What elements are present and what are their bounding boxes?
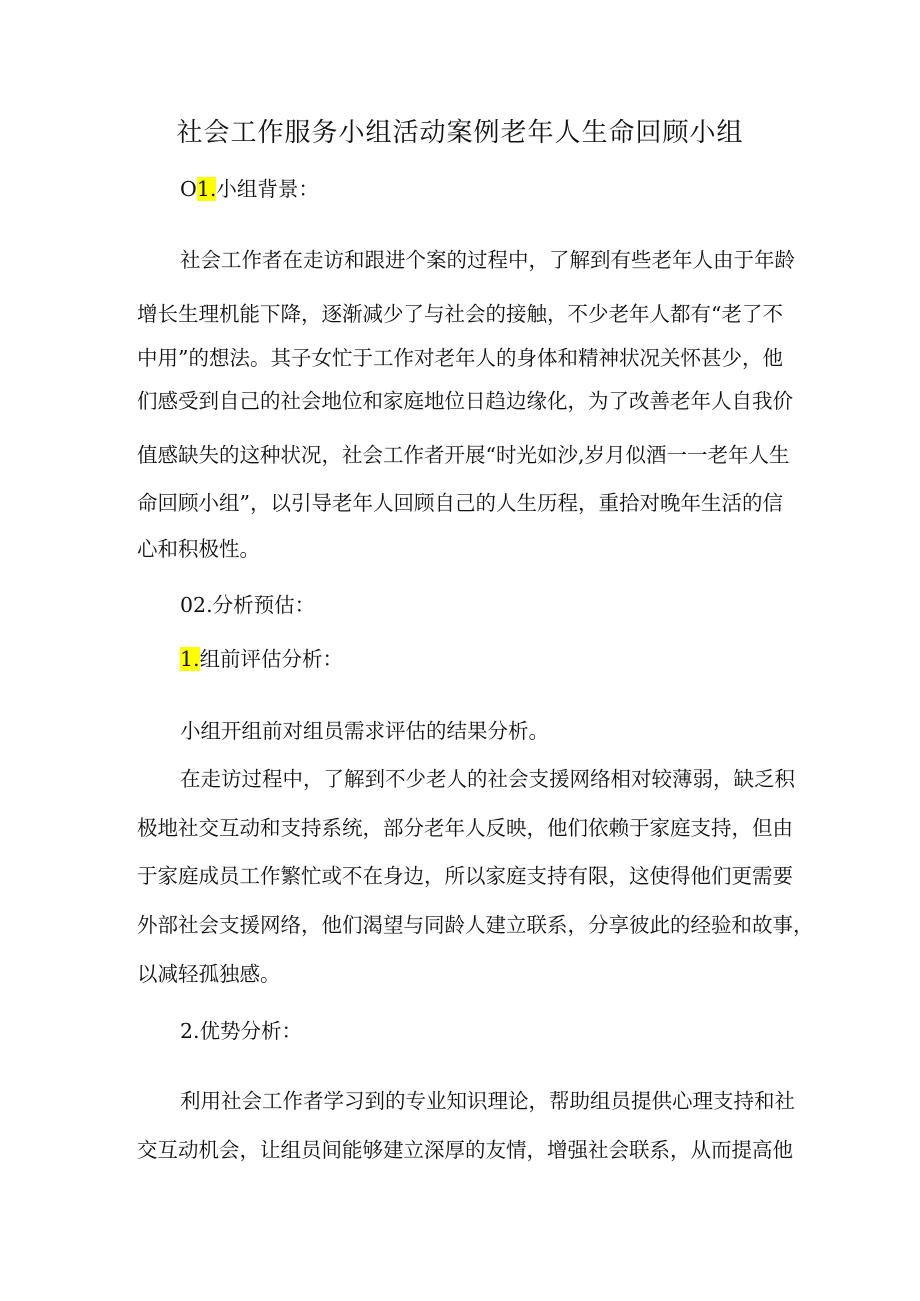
highlight-number: 1. <box>196 177 217 201</box>
heading-text: 组前评估分析： <box>199 647 344 671</box>
subsection-heading-strengths: 2.优势分析： <box>180 1019 303 1043</box>
page-title: 社会工作服务小组活动案例老年人生命回顾小组 <box>176 118 744 148</box>
paragraph-line: 中用”的想法。其子女忙于工作对老年人的身体和精神状况关怀甚少，他 <box>137 346 783 370</box>
paragraph-line: 交互动机会，让组员间能够建立深厚的友情，增强社会联系，从而提高他 <box>137 1138 793 1162</box>
paragraph-line: 于家庭成员工作繁忙或不在身边，所以家庭支持有限，这使得他们更需要 <box>137 864 793 888</box>
paragraph-line: 小组开组前对组员需求评估的结果分析。 <box>180 719 549 743</box>
section-heading-background <box>180 172 319 202</box>
paragraph-line: 社会工作者在走访和跟进个案的过程中，了解到有些老年人由于年龄 <box>180 248 795 272</box>
paragraph-line: 命回顾小组”，以引导老年人回顾自己的人生历程，重拾对晚年生活的信 <box>137 491 783 515</box>
heading-prefix: O <box>180 177 197 201</box>
paragraph-line: 利用社会工作者学习到的专业知识理论，帮助组员提供心理支持和社 <box>180 1089 795 1113</box>
heading-text: 小组背景： <box>216 177 319 201</box>
paragraph-line: 在走访过程中，了解到不少老人的社会支援网络相对较薄弱，缺乏积 <box>180 767 795 791</box>
paragraph-line: 心和积极性。 <box>137 537 260 561</box>
subsection-heading-pre-assessment <box>180 642 343 672</box>
paragraph-line: 值感缺失的这种状况，社会工作者开展“时光如沙,岁月似酒一一老年人生 <box>137 443 790 467</box>
section-heading-analysis: 02.分析预估： <box>180 593 316 617</box>
paragraph-line: 增长生理机能下降，逐渐减少了与社会的接触，不少老年人都有“老了不 <box>137 302 783 326</box>
paragraph-line: 外部社会支援网络，他们渴望与同龄人建立联系，分享彼此的经验和故事， <box>137 913 814 937</box>
paragraph-line: 们感受到自己的社会地位和家庭地位日趋边缘化，为了改善老年人自我价 <box>137 389 793 413</box>
highlight-number: 1. <box>180 647 200 671</box>
paragraph-line: 以减轻孤独感。 <box>137 962 281 986</box>
paragraph-line: 极地社交互动和支持系统，部分老年人反映，他们依赖于家庭支持，但由 <box>137 816 793 840</box>
